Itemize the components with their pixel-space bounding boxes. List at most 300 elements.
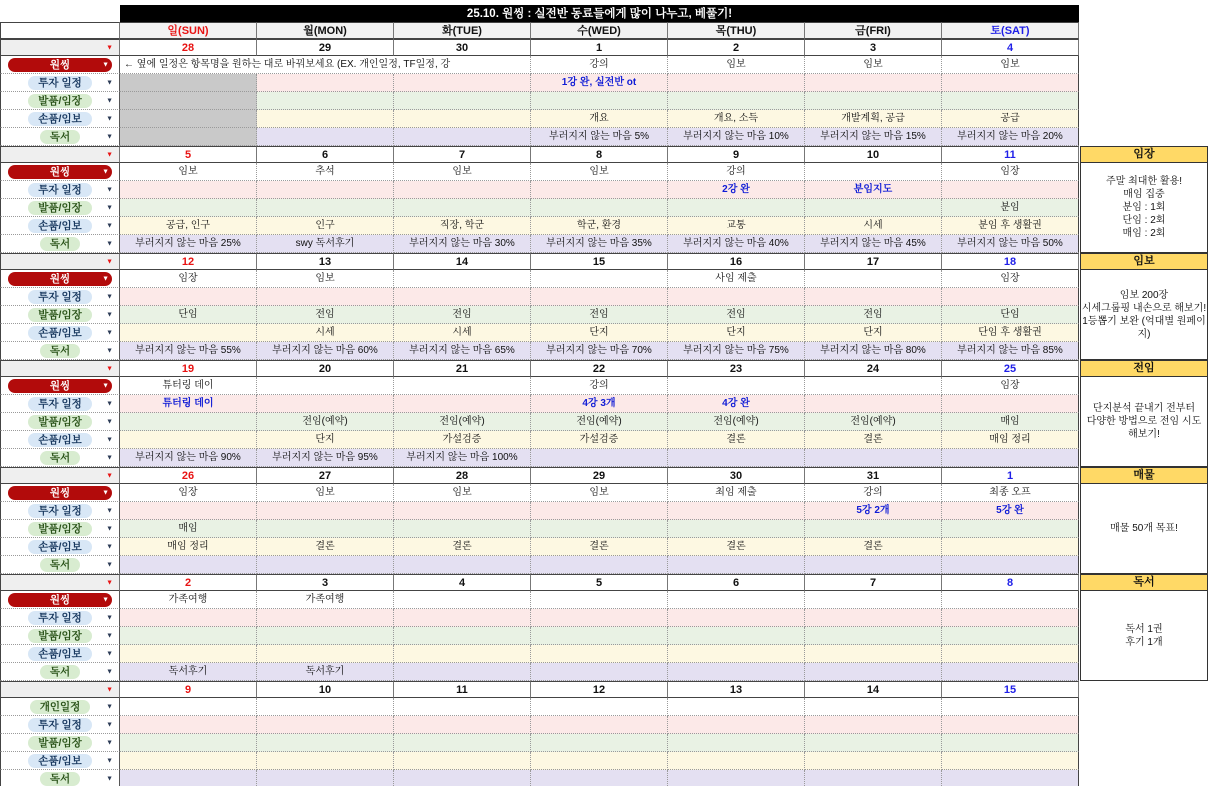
schedule-cell[interactable] — [120, 556, 257, 574]
schedule-cell[interactable] — [942, 716, 1079, 734]
schedule-cell[interactable]: 단지 — [531, 324, 668, 342]
schedule-cell[interactable] — [120, 770, 257, 786]
schedule-cell[interactable] — [394, 663, 531, 681]
schedule-cell[interactable]: 단지 — [668, 324, 805, 342]
schedule-cell[interactable] — [257, 92, 394, 110]
schedule-cell[interactable] — [531, 752, 668, 770]
schedule-cell[interactable] — [120, 181, 257, 199]
row-label-cell[interactable] — [0, 163, 120, 181]
schedule-cell[interactable]: 부러지지 않는 마음 65% — [394, 342, 531, 360]
dropdown-arrow-icon[interactable]: ▼ — [106, 507, 113, 514]
dropdown-arrow-icon[interactable]: ▼ — [102, 382, 109, 389]
date-cell[interactable]: 1 — [531, 39, 668, 56]
row-label-cell[interactable] — [0, 431, 120, 449]
schedule-cell[interactable] — [805, 520, 942, 538]
row-label-cell[interactable] — [0, 92, 120, 110]
dropdown-arrow-icon[interactable]: ▼ — [106, 258, 113, 265]
row-label-cell[interactable] — [0, 538, 120, 556]
schedule-cell[interactable] — [531, 609, 668, 627]
schedule-cell[interactable]: 임보 — [668, 56, 805, 74]
schedule-cell[interactable] — [942, 698, 1079, 716]
schedule-cell[interactable]: 부러지지 않는 마음 75% — [668, 342, 805, 360]
row-label-cell[interactable] — [0, 698, 120, 716]
schedule-cell[interactable] — [805, 645, 942, 663]
schedule-cell[interactable]: 사임 제출 — [668, 270, 805, 288]
schedule-cell[interactable]: 매임 — [942, 413, 1079, 431]
schedule-cell[interactable]: 1강 완, 실전반 ot — [531, 74, 668, 92]
schedule-cell[interactable]: 5강 2개 — [805, 502, 942, 520]
schedule-cell[interactable] — [394, 74, 531, 92]
schedule-cell[interactable] — [942, 734, 1079, 752]
row-label-cell[interactable] — [0, 520, 120, 538]
schedule-cell[interactable] — [942, 92, 1079, 110]
schedule-cell[interactable]: 부러지지 않는 마음 55% — [120, 342, 257, 360]
dropdown-arrow-icon[interactable]: ▼ — [106, 454, 113, 461]
row-label-cell[interactable] — [0, 235, 120, 253]
schedule-cell[interactable] — [668, 74, 805, 92]
date-cell[interactable]: 1 — [942, 467, 1079, 484]
schedule-cell[interactable] — [394, 199, 531, 217]
schedule-cell[interactable]: 단지 — [257, 431, 394, 449]
schedule-cell[interactable] — [531, 288, 668, 306]
schedule-cell[interactable] — [531, 270, 668, 288]
schedule-cell[interactable] — [805, 395, 942, 413]
schedule-cell[interactable]: 매임 — [120, 520, 257, 538]
date-cell[interactable]: 11 — [394, 681, 531, 698]
schedule-cell[interactable] — [257, 128, 394, 146]
dropdown-arrow-icon[interactable]: ▼ — [106, 579, 113, 586]
schedule-cell[interactable] — [668, 645, 805, 663]
dropdown-arrow-icon[interactable]: ▼ — [106, 115, 113, 122]
row-label-cell[interactable] — [0, 395, 120, 413]
schedule-cell[interactable] — [531, 591, 668, 609]
schedule-cell[interactable] — [120, 645, 257, 663]
schedule-cell[interactable]: 인구 — [257, 217, 394, 235]
schedule-cell[interactable] — [257, 181, 394, 199]
row-label-cell[interactable] — [0, 342, 120, 360]
schedule-cell[interactable] — [394, 502, 531, 520]
schedule-cell[interactable] — [942, 556, 1079, 574]
dropdown-arrow-icon[interactable]: ▼ — [106, 472, 113, 479]
row-label-cell[interactable] — [0, 270, 120, 288]
schedule-cell[interactable]: 임보 — [257, 484, 394, 502]
row-label-cell[interactable] — [0, 449, 120, 467]
schedule-cell[interactable]: 개요 — [531, 110, 668, 128]
schedule-cell[interactable]: 분임지도 — [805, 181, 942, 199]
schedule-cell[interactable]: 부러지지 않는 마음 70% — [531, 342, 668, 360]
schedule-cell[interactable] — [531, 556, 668, 574]
schedule-cell[interactable]: 임보 — [394, 484, 531, 502]
dropdown-arrow-icon[interactable]: ▼ — [106, 757, 113, 764]
schedule-cell[interactable]: 결론 — [668, 431, 805, 449]
date-row-label-cell[interactable] — [0, 574, 120, 591]
schedule-cell[interactable] — [668, 556, 805, 574]
schedule-cell[interactable]: 임장 — [942, 270, 1079, 288]
schedule-cell[interactable]: 단임 — [942, 306, 1079, 324]
date-cell[interactable]: 15 — [531, 253, 668, 270]
schedule-cell[interactable]: 시세 — [257, 324, 394, 342]
dropdown-arrow-icon[interactable]: ▼ — [102, 61, 109, 68]
schedule-cell[interactable] — [942, 770, 1079, 786]
date-cell[interactable]: 7 — [394, 146, 531, 163]
schedule-cell[interactable] — [805, 752, 942, 770]
row-label-cell[interactable] — [0, 288, 120, 306]
schedule-cell[interactable] — [257, 377, 394, 395]
schedule-cell[interactable] — [394, 770, 531, 786]
schedule-cell[interactable] — [120, 413, 257, 431]
schedule-cell[interactable]: 강의 — [805, 484, 942, 502]
date-cell[interactable]: 5 — [531, 574, 668, 591]
row-label-cell[interactable] — [0, 110, 120, 128]
schedule-cell[interactable]: 가설검증 — [394, 431, 531, 449]
schedule-cell[interactable] — [668, 92, 805, 110]
schedule-cell[interactable] — [120, 199, 257, 217]
schedule-cell[interactable]: 4강 완 — [668, 395, 805, 413]
schedule-cell[interactable]: 부러지지 않는 마음 10% — [668, 128, 805, 146]
schedule-cell[interactable]: 튜터링 데이 — [120, 395, 257, 413]
schedule-cell[interactable] — [257, 698, 394, 716]
date-cell[interactable]: 5 — [120, 146, 257, 163]
schedule-cell[interactable] — [257, 627, 394, 645]
date-row-label-cell[interactable] — [0, 467, 120, 484]
date-cell[interactable]: 13 — [668, 681, 805, 698]
row-label-cell[interactable] — [0, 752, 120, 770]
dropdown-arrow-icon[interactable]: ▼ — [106, 222, 113, 229]
row-label-cell[interactable] — [0, 413, 120, 431]
date-row-label-cell[interactable] — [0, 681, 120, 698]
schedule-cell[interactable] — [531, 199, 668, 217]
schedule-cell[interactable] — [531, 645, 668, 663]
schedule-cell[interactable] — [257, 74, 394, 92]
schedule-cell[interactable] — [257, 734, 394, 752]
date-cell[interactable]: 8 — [531, 146, 668, 163]
date-cell[interactable]: 24 — [805, 360, 942, 377]
schedule-cell[interactable] — [668, 502, 805, 520]
dropdown-arrow-icon[interactable]: ▼ — [106, 204, 113, 211]
schedule-cell[interactable] — [120, 698, 257, 716]
date-row-label-cell[interactable] — [0, 146, 120, 163]
date-cell[interactable]: 6 — [257, 146, 394, 163]
schedule-cell[interactable] — [257, 645, 394, 663]
schedule-cell[interactable] — [257, 770, 394, 786]
schedule-cell[interactable]: 결론 — [394, 538, 531, 556]
schedule-cell[interactable]: 부러지지 않는 마음 20% — [942, 128, 1079, 146]
row-label-cell[interactable] — [0, 217, 120, 235]
dropdown-arrow-icon[interactable]: ▼ — [106, 311, 113, 318]
schedule-cell[interactable] — [531, 698, 668, 716]
schedule-cell[interactable] — [805, 770, 942, 786]
schedule-cell[interactable] — [257, 502, 394, 520]
date-row-label-cell[interactable] — [0, 39, 120, 56]
schedule-cell[interactable] — [394, 627, 531, 645]
schedule-cell[interactable] — [805, 449, 942, 467]
schedule-cell[interactable] — [120, 110, 257, 128]
dropdown-arrow-icon[interactable]: ▼ — [106, 400, 113, 407]
schedule-cell[interactable] — [120, 502, 257, 520]
row-label-cell[interactable] — [0, 484, 120, 502]
schedule-cell[interactable] — [942, 449, 1079, 467]
schedule-cell[interactable] — [942, 520, 1079, 538]
schedule-cell[interactable] — [668, 734, 805, 752]
dropdown-arrow-icon[interactable]: ▼ — [106, 365, 113, 372]
row-label-cell[interactable] — [0, 377, 120, 395]
schedule-cell[interactable] — [805, 663, 942, 681]
row-label-cell[interactable] — [0, 502, 120, 520]
dropdown-arrow-icon[interactable]: ▼ — [106, 686, 113, 693]
row-label-cell[interactable] — [0, 199, 120, 217]
date-cell[interactable]: 12 — [120, 253, 257, 270]
schedule-cell[interactable]: 결론 — [805, 431, 942, 449]
date-cell[interactable]: 22 — [531, 360, 668, 377]
date-cell[interactable]: 20 — [257, 360, 394, 377]
date-cell[interactable]: 19 — [120, 360, 257, 377]
schedule-cell[interactable] — [394, 128, 531, 146]
row-label-cell[interactable] — [0, 609, 120, 627]
row-label-cell[interactable] — [0, 770, 120, 786]
date-cell[interactable]: 21 — [394, 360, 531, 377]
schedule-cell[interactable] — [942, 627, 1079, 645]
schedule-cell[interactable] — [531, 716, 668, 734]
schedule-cell[interactable] — [668, 663, 805, 681]
schedule-cell[interactable]: 단임 후 생활권 — [942, 324, 1079, 342]
schedule-cell[interactable]: 매임 정리 — [120, 538, 257, 556]
schedule-cell[interactable]: 분임 후 생활권 — [942, 217, 1079, 235]
schedule-cell[interactable] — [531, 449, 668, 467]
dropdown-arrow-icon[interactable]: ▼ — [106, 97, 113, 104]
schedule-cell[interactable]: 부러지지 않는 마음 60% — [257, 342, 394, 360]
schedule-cell[interactable] — [942, 74, 1079, 92]
schedule-cell[interactable] — [394, 752, 531, 770]
schedule-cell[interactable] — [257, 752, 394, 770]
schedule-cell[interactable] — [394, 698, 531, 716]
schedule-cell[interactable] — [257, 199, 394, 217]
schedule-cell[interactable] — [942, 538, 1079, 556]
schedule-cell[interactable]: 부러지지 않는 마음 35% — [531, 235, 668, 253]
schedule-cell[interactable] — [120, 716, 257, 734]
schedule-cell[interactable]: 강의 — [531, 377, 668, 395]
schedule-cell[interactable]: 부러지지 않는 마음 30% — [394, 235, 531, 253]
schedule-cell[interactable] — [668, 377, 805, 395]
schedule-cell[interactable] — [942, 288, 1079, 306]
schedule-cell[interactable] — [668, 288, 805, 306]
schedule-cell[interactable]: 튜터링 데이 — [120, 377, 257, 395]
date-cell[interactable]: 29 — [257, 39, 394, 56]
schedule-cell[interactable] — [531, 770, 668, 786]
row-label-cell[interactable] — [0, 556, 120, 574]
dropdown-arrow-icon[interactable]: ▼ — [106, 668, 113, 675]
date-cell[interactable]: 27 — [257, 467, 394, 484]
schedule-cell[interactable]: 학군, 환경 — [531, 217, 668, 235]
dropdown-arrow-icon[interactable]: ▼ — [106, 561, 113, 568]
schedule-cell[interactable] — [120, 128, 257, 146]
date-cell[interactable]: 28 — [394, 467, 531, 484]
schedule-cell[interactable]: 임보 — [120, 163, 257, 181]
dropdown-arrow-icon[interactable]: ▼ — [106, 347, 113, 354]
schedule-cell[interactable] — [668, 520, 805, 538]
schedule-cell[interactable] — [394, 288, 531, 306]
schedule-cell[interactable]: 최임 제출 — [668, 484, 805, 502]
schedule-cell[interactable]: 전임(예약) — [531, 413, 668, 431]
schedule-cell[interactable] — [668, 199, 805, 217]
schedule-cell[interactable] — [120, 288, 257, 306]
schedule-cell[interactable] — [805, 92, 942, 110]
date-cell[interactable]: 14 — [805, 681, 942, 698]
schedule-cell[interactable] — [120, 92, 257, 110]
date-cell[interactable]: 12 — [531, 681, 668, 698]
schedule-cell[interactable] — [120, 74, 257, 92]
schedule-cell[interactable]: 임장 — [942, 377, 1079, 395]
schedule-cell[interactable] — [120, 324, 257, 342]
schedule-cell[interactable]: 개발계획, 공급 — [805, 110, 942, 128]
schedule-cell[interactable] — [942, 591, 1079, 609]
schedule-cell[interactable] — [668, 752, 805, 770]
schedule-cell[interactable]: 시세 — [805, 217, 942, 235]
date-cell[interactable]: 3 — [805, 39, 942, 56]
dropdown-arrow-icon[interactable]: ▼ — [106, 632, 113, 639]
date-cell[interactable]: 2 — [120, 574, 257, 591]
date-cell[interactable]: 6 — [668, 574, 805, 591]
schedule-cell[interactable] — [942, 395, 1079, 413]
date-row-label-cell[interactable] — [0, 360, 120, 377]
schedule-cell[interactable] — [120, 734, 257, 752]
schedule-cell[interactable] — [257, 288, 394, 306]
schedule-cell[interactable] — [942, 181, 1079, 199]
row-label-cell[interactable] — [0, 324, 120, 342]
schedule-cell[interactable]: 가족여행 — [257, 591, 394, 609]
schedule-cell[interactable]: 부러지지 않는 마음 100% — [394, 449, 531, 467]
schedule-cell[interactable] — [531, 181, 668, 199]
row-label-cell[interactable] — [0, 128, 120, 146]
schedule-cell[interactable] — [120, 627, 257, 645]
dropdown-arrow-icon[interactable]: ▼ — [106, 775, 113, 782]
row-label-cell[interactable] — [0, 74, 120, 92]
schedule-cell[interactable] — [668, 449, 805, 467]
row-label-cell[interactable] — [0, 645, 120, 663]
schedule-cell[interactable] — [394, 645, 531, 663]
schedule-cell[interactable]: 강의 — [668, 163, 805, 181]
schedule-cell[interactable]: 부러지지 않는 마음 15% — [805, 128, 942, 146]
date-cell[interactable]: 31 — [805, 467, 942, 484]
schedule-cell[interactable] — [531, 734, 668, 752]
schedule-cell[interactable]: 부러지지 않는 마음 85% — [942, 342, 1079, 360]
schedule-cell[interactable]: 4강 3개 — [531, 395, 668, 413]
schedule-cell[interactable] — [805, 199, 942, 217]
schedule-cell[interactable]: 결론 — [805, 538, 942, 556]
schedule-cell[interactable] — [394, 609, 531, 627]
dropdown-arrow-icon[interactable]: ▼ — [102, 596, 109, 603]
schedule-cell[interactable] — [531, 520, 668, 538]
schedule-cell[interactable]: 매임 정리 — [942, 431, 1079, 449]
dropdown-arrow-icon[interactable]: ▼ — [106, 151, 113, 158]
dropdown-arrow-icon[interactable]: ▼ — [106, 650, 113, 657]
schedule-cell[interactable]: 임장 — [942, 163, 1079, 181]
schedule-cell[interactable]: 임보 — [531, 484, 668, 502]
dropdown-arrow-icon[interactable]: ▼ — [106, 739, 113, 746]
date-cell[interactable]: 16 — [668, 253, 805, 270]
date-cell[interactable]: 30 — [668, 467, 805, 484]
schedule-cell[interactable]: 부러지지 않는 마음 90% — [120, 449, 257, 467]
dropdown-arrow-icon[interactable]: ▼ — [106, 44, 113, 51]
schedule-cell[interactable] — [394, 716, 531, 734]
schedule-cell[interactable]: 부러지지 않는 마음 45% — [805, 235, 942, 253]
schedule-cell[interactable] — [394, 92, 531, 110]
schedule-cell[interactable] — [668, 698, 805, 716]
schedule-cell[interactable] — [668, 770, 805, 786]
schedule-cell[interactable] — [805, 627, 942, 645]
schedule-cell[interactable]: 2강 완 — [668, 181, 805, 199]
date-cell[interactable]: 29 — [531, 467, 668, 484]
schedule-cell[interactable] — [805, 698, 942, 716]
schedule-cell[interactable]: 강의 — [531, 56, 668, 74]
schedule-cell[interactable] — [531, 92, 668, 110]
date-cell[interactable]: 2 — [668, 39, 805, 56]
schedule-cell[interactable]: 임보 — [394, 163, 531, 181]
dropdown-arrow-icon[interactable]: ▼ — [106, 418, 113, 425]
schedule-cell[interactable] — [942, 609, 1079, 627]
date-cell[interactable]: 8 — [942, 574, 1079, 591]
dropdown-arrow-icon[interactable]: ▼ — [106, 614, 113, 621]
schedule-cell[interactable]: 전임(예약) — [805, 413, 942, 431]
schedule-cell[interactable]: 단임 — [120, 306, 257, 324]
date-cell[interactable]: 14 — [394, 253, 531, 270]
schedule-cell[interactable] — [668, 627, 805, 645]
schedule-cell[interactable] — [394, 377, 531, 395]
schedule-cell[interactable]: 최종 오프 — [942, 484, 1079, 502]
schedule-cell[interactable] — [668, 716, 805, 734]
schedule-cell[interactable] — [257, 110, 394, 128]
schedule-cell[interactable] — [805, 716, 942, 734]
schedule-cell[interactable] — [531, 502, 668, 520]
row-label-cell[interactable] — [0, 181, 120, 199]
schedule-cell[interactable]: 전임 — [531, 306, 668, 324]
schedule-cell[interactable]: 시세 — [394, 324, 531, 342]
date-cell[interactable]: 23 — [668, 360, 805, 377]
schedule-cell[interactable] — [257, 395, 394, 413]
schedule-cell[interactable] — [531, 663, 668, 681]
date-cell[interactable]: 25 — [942, 360, 1079, 377]
schedule-cell[interactable] — [394, 395, 531, 413]
schedule-cell[interactable]: 전임(예약) — [394, 413, 531, 431]
row-label-cell[interactable] — [0, 627, 120, 645]
schedule-cell[interactable]: 결론 — [531, 538, 668, 556]
date-cell[interactable]: 28 — [120, 39, 257, 56]
schedule-cell[interactable]: 추석 — [257, 163, 394, 181]
schedule-cell[interactable] — [394, 556, 531, 574]
date-cell[interactable]: 17 — [805, 253, 942, 270]
schedule-cell[interactable] — [394, 520, 531, 538]
schedule-cell[interactable] — [120, 752, 257, 770]
dropdown-arrow-icon[interactable]: ▼ — [106, 186, 113, 193]
dropdown-arrow-icon[interactable]: ▼ — [102, 168, 109, 175]
row-label-cell[interactable] — [0, 716, 120, 734]
schedule-cell[interactable] — [668, 591, 805, 609]
schedule-cell[interactable]: 전임 — [257, 306, 394, 324]
schedule-cell[interactable]: 가설검증 — [531, 431, 668, 449]
schedule-cell[interactable]: 전임 — [394, 306, 531, 324]
dropdown-arrow-icon[interactable]: ▼ — [106, 240, 113, 247]
date-cell[interactable]: 18 — [942, 253, 1079, 270]
schedule-cell[interactable] — [257, 520, 394, 538]
dropdown-arrow-icon[interactable]: ▼ — [106, 293, 113, 300]
schedule-cell[interactable] — [805, 609, 942, 627]
schedule-cell[interactable]: 임보 — [942, 56, 1079, 74]
dropdown-arrow-icon[interactable]: ▼ — [106, 436, 113, 443]
date-cell[interactable]: 11 — [942, 146, 1079, 163]
row-label-cell[interactable] — [0, 734, 120, 752]
schedule-cell[interactable]: 임보 — [531, 163, 668, 181]
schedule-cell[interactable]: 부러지지 않는 마음 95% — [257, 449, 394, 467]
schedule-cell[interactable] — [805, 74, 942, 92]
